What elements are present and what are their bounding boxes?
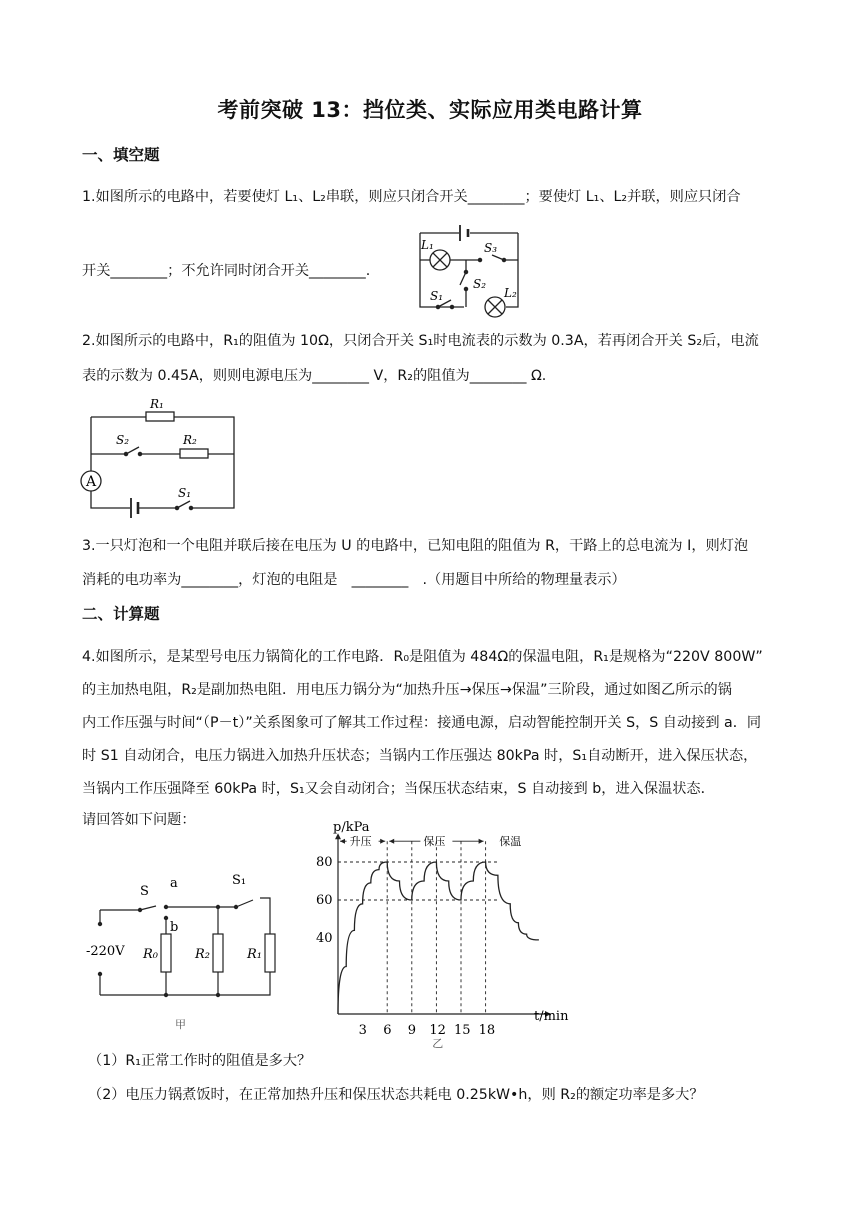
section-heading-fill-blank: 一、填空题: [82, 146, 160, 164]
x-tick-label: 9: [407, 1023, 417, 1038]
x-tick-label: 6: [383, 1023, 392, 1038]
q2-label-S1: S₁: [178, 486, 192, 500]
q4-sub-question-1: （1）R₁正常工作时的阻值是多大？: [88, 1053, 312, 1069]
q4-circuit-diagram: [86, 862, 290, 1042]
q1-line2: 开关________；不允许同时闭合开关________.: [82, 263, 371, 279]
q4-line6: 请回答如下问题：: [82, 812, 196, 828]
q4-sub-question-2: （2）电压力锅煮饭时，在正常加热升压和保压状态共耗电 0.25kW•h，则 R₂的额定功率是多大？: [88, 1087, 704, 1103]
stage-label: 保压: [423, 835, 446, 849]
q4-label-R2: R₂: [195, 947, 210, 962]
q4-label-S1: S₁: [232, 873, 247, 888]
pressure-curve: [338, 862, 539, 1014]
q4-label-S: S: [140, 884, 149, 899]
x-tick-label: 15: [454, 1023, 471, 1038]
q1-label-S3: S₃: [484, 241, 498, 255]
stage-arrowhead: [380, 839, 385, 844]
q4-line5: 当锅内工作压强降至 60kPa 时，S₁又会自动闭合；当保压状态结束，S 自动接到 b，进入保温状态．: [82, 781, 715, 797]
q1-label-S2: S₂: [473, 277, 487, 291]
y-tick-label: 60: [316, 893, 333, 908]
q2-circuit-diagram: [80, 398, 240, 520]
q2-line1: 2.如图所示的电路中，R₁的阻值为 10Ω，只闭合开关 S₁时电流表的示数为 0.3A，若再闭合开关 S₂后，电流: [82, 333, 759, 349]
stage-label: 保温: [499, 835, 522, 849]
q4-line4: 时 S1 自动闭合，电压力锅进入加热升压状态；当锅内工作压强达 80kPa 时，S₁自动断开，进入保压状态，: [82, 748, 758, 764]
page-title: 考前突破 13：挡位类、实际应用类电路计算: [217, 98, 643, 122]
q4-label-R0: R₀: [143, 947, 158, 962]
q4-label-b: b: [170, 920, 179, 935]
q1-circuit-diagram: [418, 222, 522, 312]
q4-label-R1: R₁: [247, 947, 262, 962]
q4-line2: 的主加热电阻，R₂是副加热电阻．用电压力锅分为“加热升压→保压→保温”三阶段，通过如图乙所示的锅: [82, 682, 732, 698]
q2-line2: 表的示数为 0.45A，则则电源电压为________ V，R₂的阻值为________ Ω.: [82, 368, 547, 384]
q4-circuit-caption: 甲: [175, 1018, 186, 1031]
q3-line2: 消耗的电功率为________，灯泡的电阻是 ________ .（用题目中所给的物理量表示）: [82, 572, 626, 588]
q4-label-a: a: [170, 876, 178, 891]
x-tick-label: 3: [358, 1023, 367, 1038]
stage-label: 升压: [349, 835, 372, 849]
stage-arrowhead: [479, 839, 484, 844]
chart-caption: 乙: [432, 1037, 444, 1050]
q1-line1: 1.如图所示的电路中，若要使灯 L₁、L₂串联，则应只闭合开关________；要使灯 L₁、L₂并联，则应只闭合: [82, 189, 741, 205]
y-axis-label: p/kPa: [333, 820, 370, 836]
q1-label-L1: L₁: [421, 238, 434, 252]
q4-label-voltage: -220V: [86, 944, 125, 959]
x-tick-label: 18: [478, 1023, 496, 1038]
q2-label-S2: S₂: [116, 433, 130, 447]
q4-pressure-time-chart: [300, 820, 569, 1050]
y-tick-label: 80: [316, 855, 333, 870]
q2-label-R2: R₂: [183, 433, 197, 447]
section-heading-calculation: 二、计算题: [82, 605, 160, 623]
q4-line1: 4.如图所示，是某型号电压力锅简化的工作电路．R₀是阻值为 484Ω的保温电阻，R₁是规格为“220V 800W”: [82, 649, 763, 665]
stage-arrowhead: [340, 839, 345, 844]
x-axis-label: t/min: [534, 1009, 569, 1024]
x-tick-label: 12: [429, 1023, 446, 1038]
stage-arrowhead: [389, 839, 394, 844]
q2-ammeter-label: A: [86, 474, 97, 490]
q4-line3: 内工作压强与时间“（P－t）”关系图象可了解其工作过程：接通电源，启动智能控制开关 S，S 自动接到 a．同: [82, 715, 762, 731]
q2-label-R1: R₁: [150, 397, 164, 411]
y-tick-label: 40: [316, 931, 333, 946]
q1-label-S1: S₁: [430, 289, 444, 303]
q3-line1: 3.一只灯泡和一个电阻并联后接在电压为 U 的电路中，已知电阻的阻值为 R，干路上的总电流为 I，则灯泡: [82, 538, 749, 554]
q1-label-L2: L₂: [504, 286, 517, 300]
